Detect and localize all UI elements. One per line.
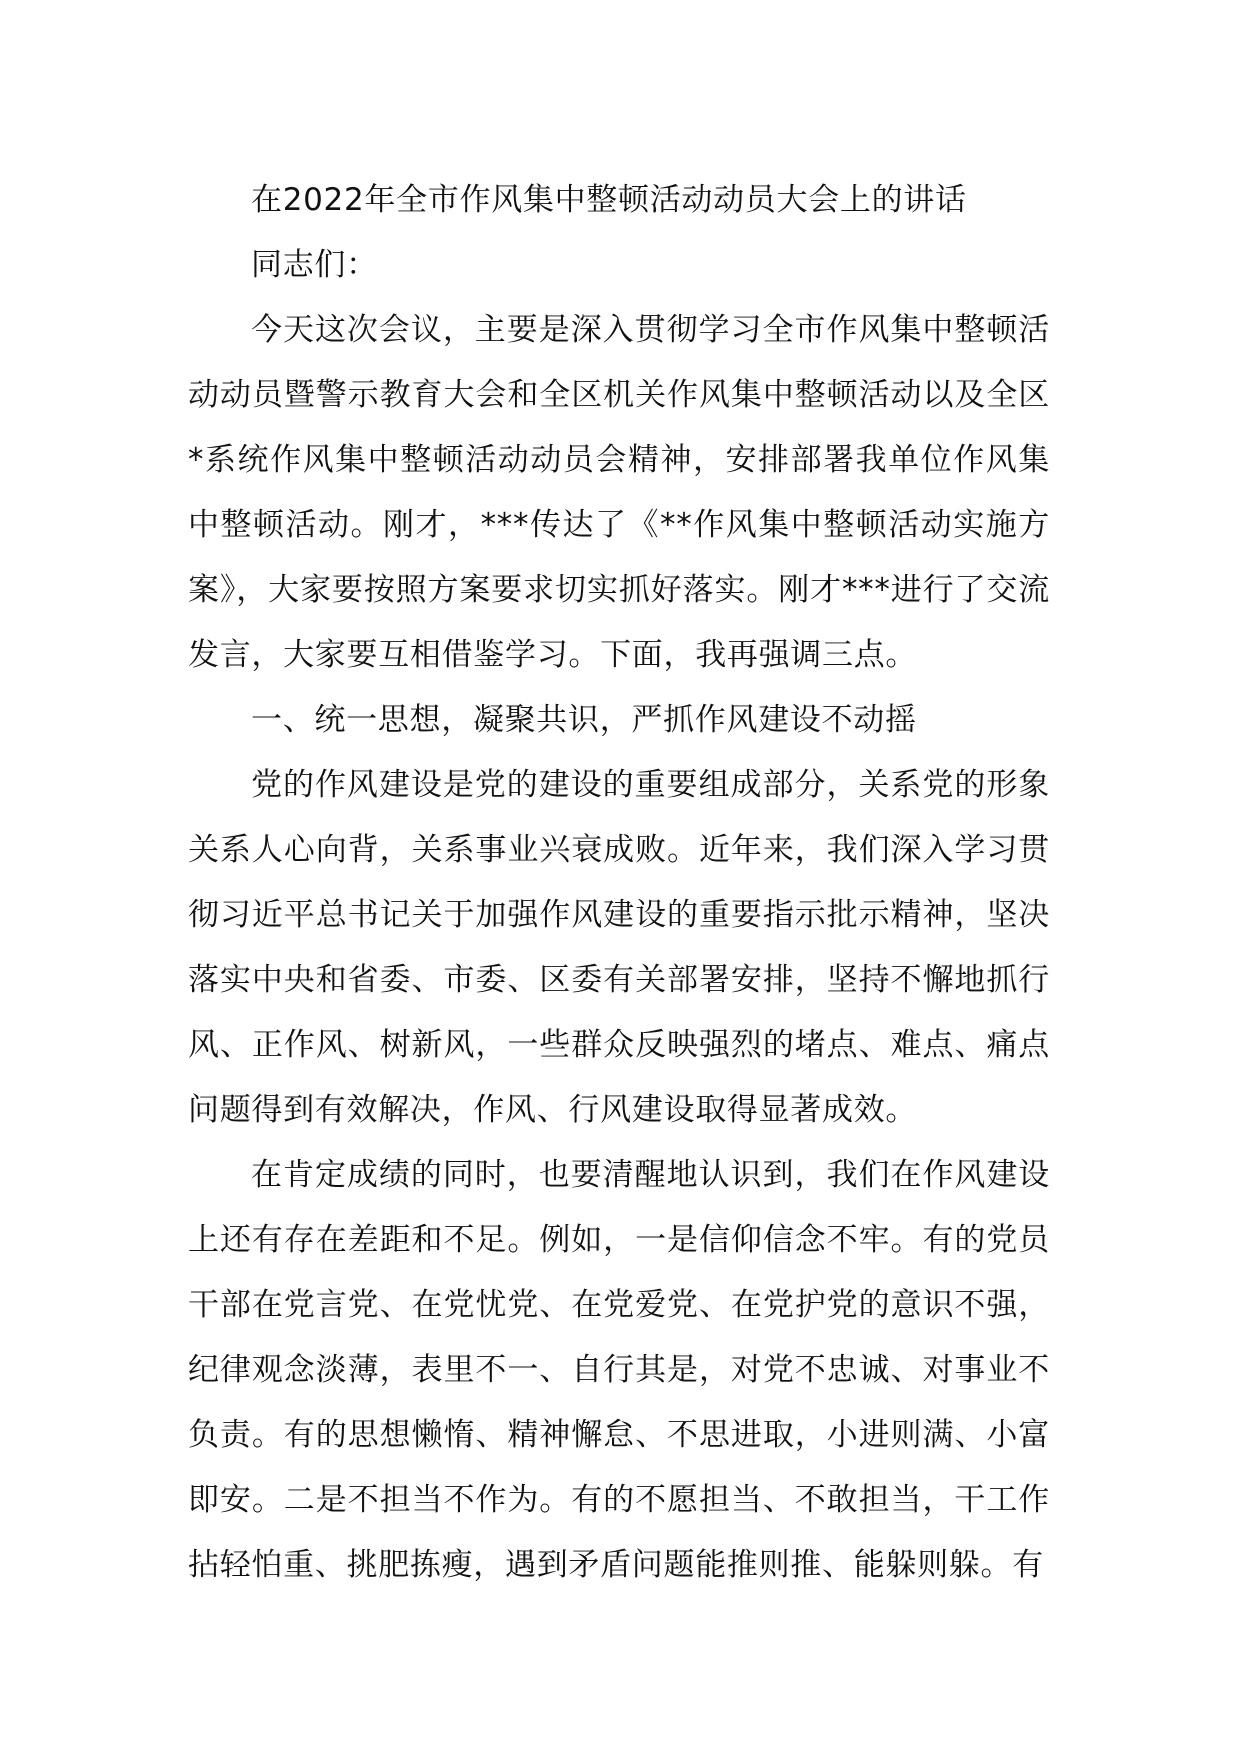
section-heading-1: 一、统一思想，凝聚共识，严抓作风建设不动摇 <box>251 702 917 738</box>
document-body <box>188 168 1050 1598</box>
paragraph-achievements: 党的作风建设是党的建设的重要组成部分，关系党的形象关系人心向背，关系事业兴衰成败。近年来，我们深入学习贯彻习近平总书记关于加强作风建设的重要指示批示精神，坚决落实中央和省委、市委、区委有关部署安排，坚持不懈地抓行风、正作风、树新风，一些群众反映强烈的堵点、难点、痛点问题得到有效解决，作风、行风建设取得显著成效。 <box>188 767 1050 1128</box>
paragraph-shortcomings: 在肯定成绩的同时，也要清醒地认识到，我们在作风建设上还有存在差距和不足。例如，一是信仰信念不牢。有的党员干部在党言党、在党忧党、在党爱党、在党护党的意识不强，纪律观念淡薄，表里不一、自行其是，对党不忠诚、对事业不负责。有的思想懒惰、精神懈怠、不思进取，小进则满、小富即安。二是不担当不作为。有的不愿担当、不敢担当，干工作拈轻怕重、挑肥拣瘦，遇到矛盾问题能推则推、能躲则躲。有 <box>188 1157 1050 1583</box>
salutation: 同志们： <box>251 247 378 283</box>
paragraph-intro: 今天这次会议，主要是深入贯彻学习全市作风集中整顿活动动员暨警示教育大会和全区机关作风集中整顿活动以及全区*系统作风集中整顿活动动员会精神，安排部署我单位作风集中整顿活动。刚才，***传达了《**作风集中整顿活动实施方案》，大家要按照方案要求切实抓好落实。刚才***进行了交流发言，大家要互相借鉴学习。下面，我再强调三点。 <box>188 312 1050 673</box>
document-title: 在2022年全市作风集中整顿活动动员大会上的讲话 <box>251 182 967 218</box>
